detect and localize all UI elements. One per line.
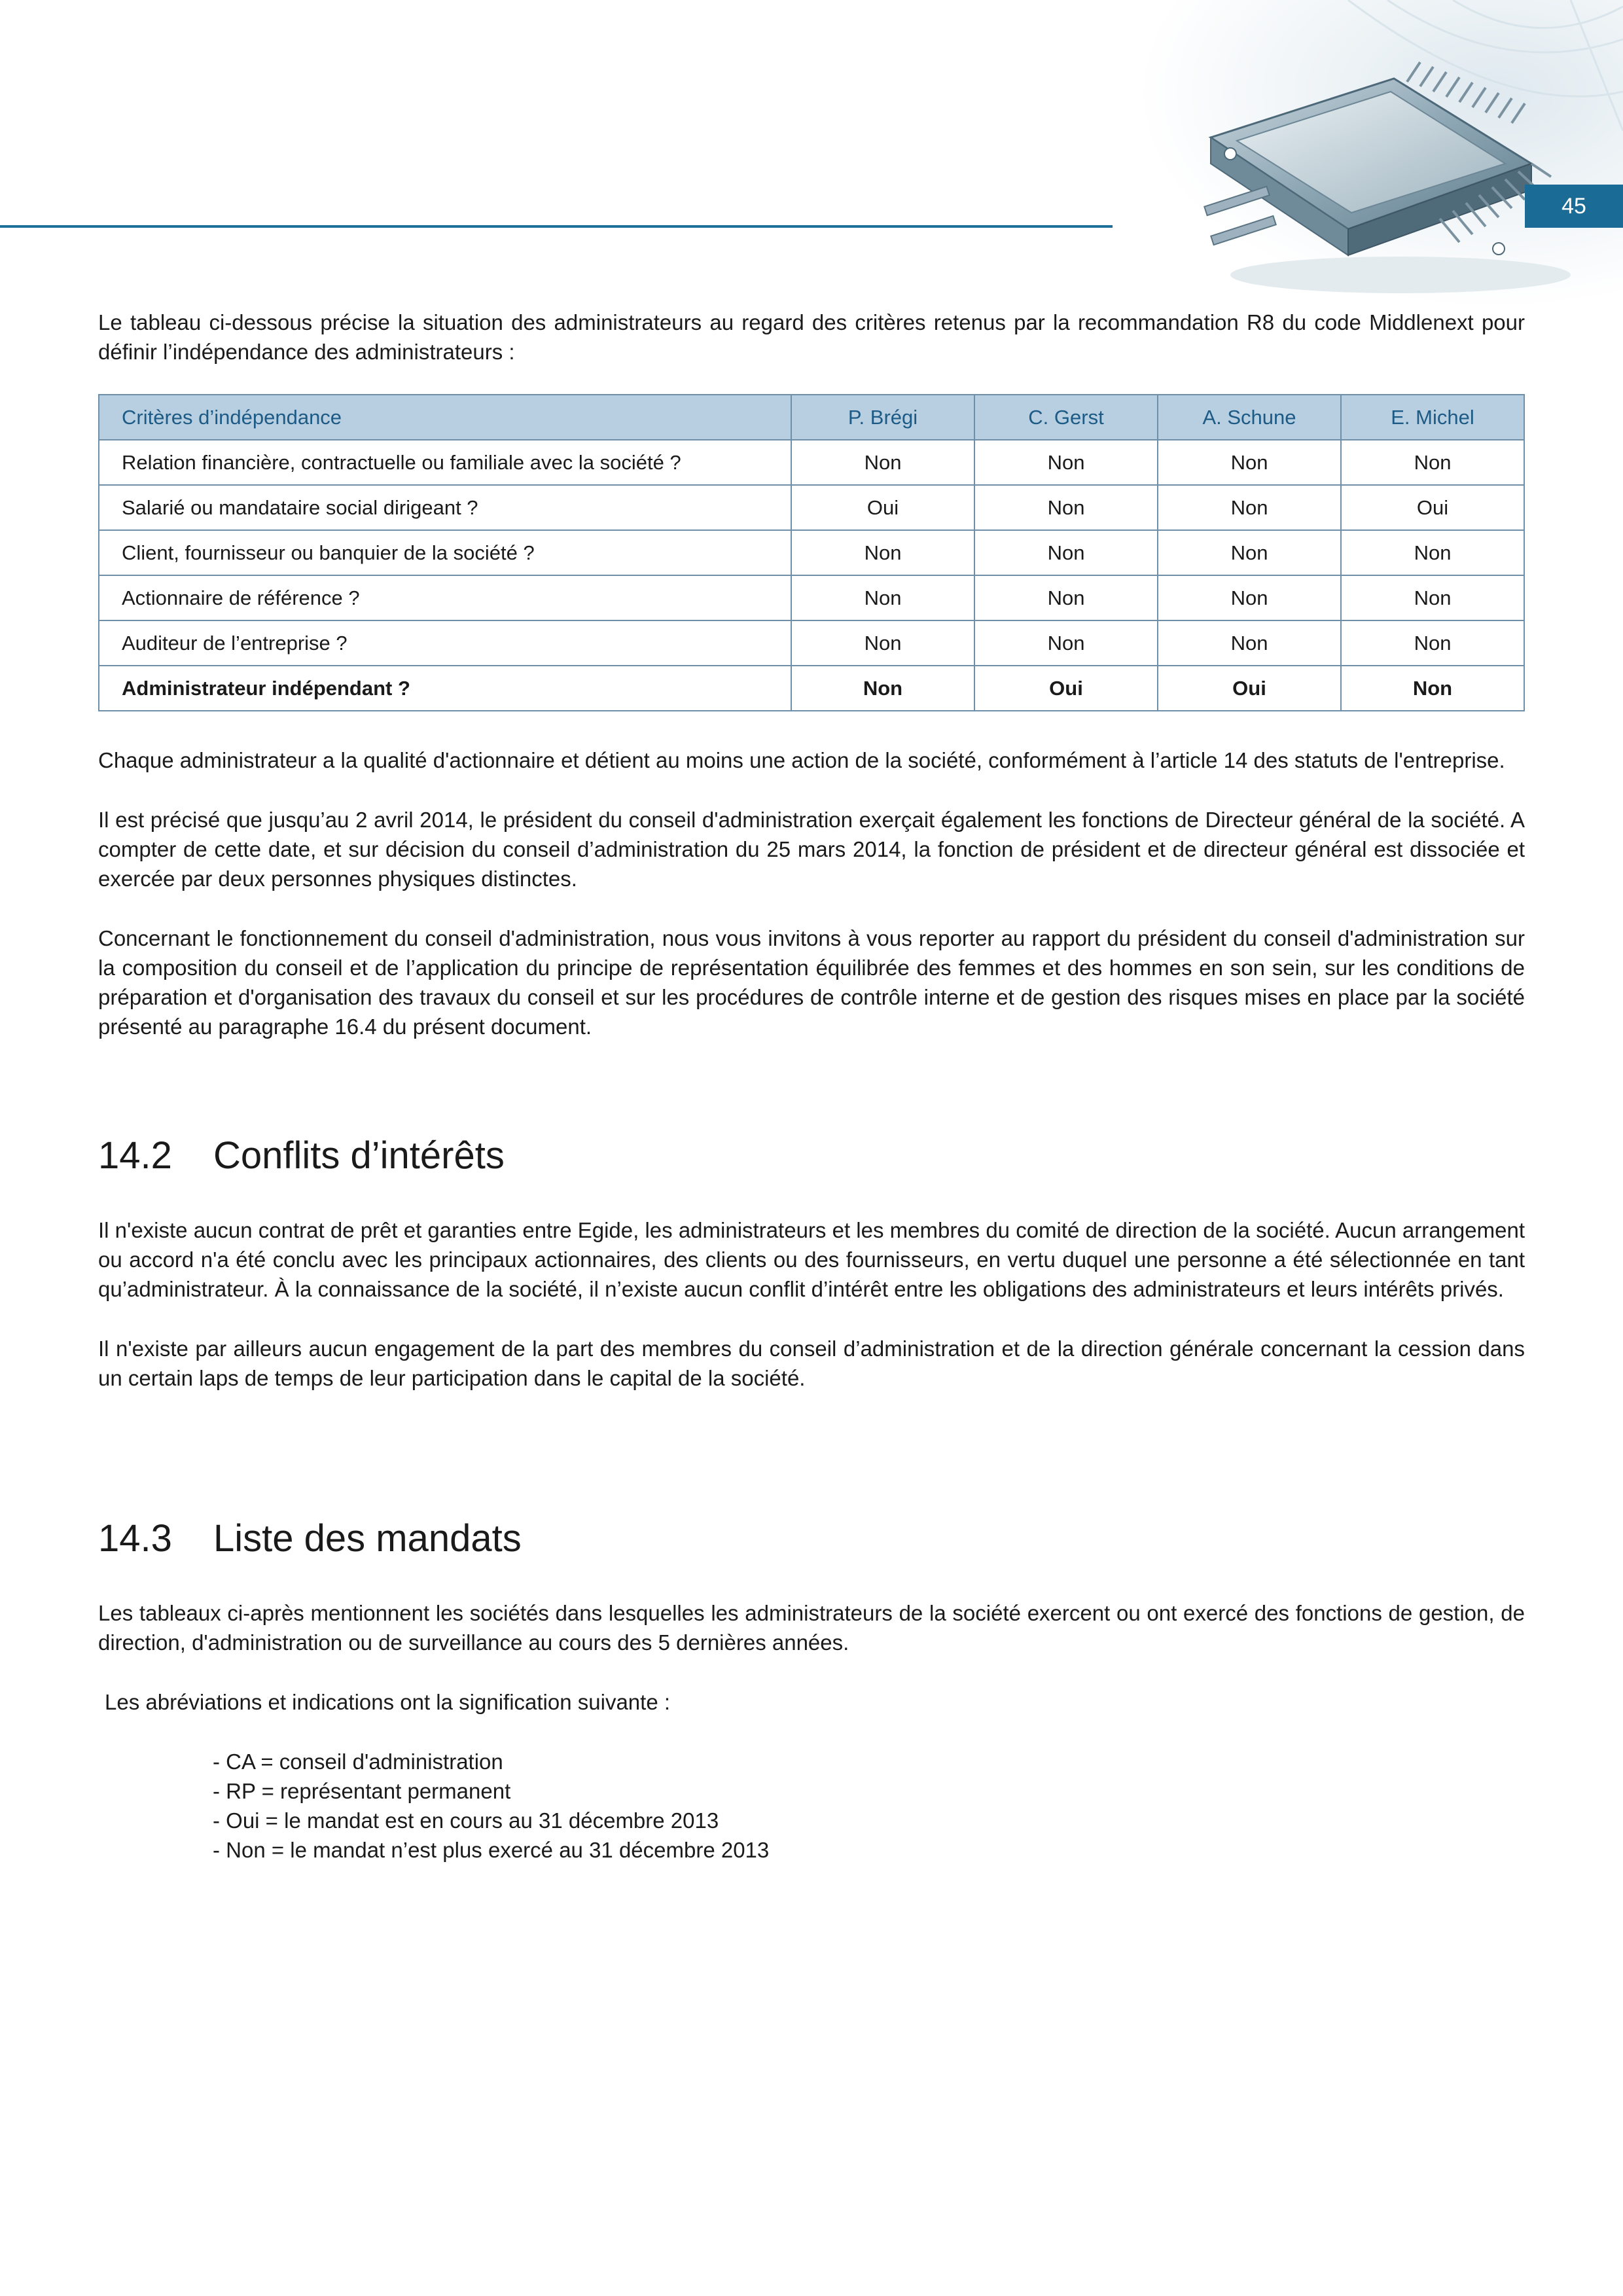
table-cell: Oui	[1341, 485, 1524, 530]
paragraph-conflits-2: Il n'existe par ailleurs aucun engagement de la part des membres du conseil d’administration et de la direction générale concernant la cession dans un certain laps de temps de leur participation dans le capital de la société.	[98, 1336, 1525, 1390]
table-cell: Non	[791, 575, 974, 620]
table-cell: Non	[1341, 440, 1524, 485]
table-cell: Non	[1341, 530, 1524, 575]
main-content	[98, 308, 1525, 1865]
header-package-image	[1113, 0, 1623, 308]
table-cell: Non	[1158, 530, 1341, 575]
table-cell: Oui	[974, 666, 1158, 711]
table-cell-criterion: Auditeur de l’entreprise ?	[99, 620, 791, 666]
table-header-gerst: C. Gerst	[974, 395, 1158, 440]
paragraph-conflits-1: Il n'existe aucun contrat de prêt et garanties entre Egide, les administrateurs et les membres du comité de direction de la société. Aucun arrangement ou accord n'a été conclu avec les principaux actionnaires, des clients ou des fournisseurs, en vertu duquel une personne a été sélectionnée en tant qu’administrateur. À la connaissance de la société, il n’existe aucun conflit d’intérêt entre les obligations des administrateurs et leurs intérêts privés.	[98, 1218, 1525, 1301]
list-item: - RP = représentant permanent	[213, 1779, 511, 1803]
table-cell: Non	[1341, 620, 1524, 666]
table-cell: Non	[791, 440, 974, 485]
table-cell: Non	[1341, 666, 1524, 711]
table-cell-criterion: Administrateur indépendant ?	[99, 666, 791, 711]
table-row	[99, 620, 1524, 666]
section-heading-14-3	[98, 1516, 1525, 1562]
table-cell: Non	[974, 620, 1158, 666]
table-cell-criterion: Relation financière, contractuelle ou familiale avec la société ?	[99, 440, 791, 485]
list-item: - Non = le mandat n’est plus exercé au 31 décembre 2013	[213, 1838, 770, 1862]
intro-paragraph: Le tableau ci-dessous précise la situation des administrateurs au regard des critères retenus par la recommandation R8 du code Middlenext pour définir l’indépendance des administrateurs :	[98, 310, 1525, 364]
table-cell: Non	[1341, 575, 1524, 620]
header-rule	[0, 225, 1113, 228]
table-cell: Non	[974, 575, 1158, 620]
section-title: Liste des mandats	[213, 1517, 522, 1560]
table-header-row	[99, 395, 1524, 440]
table-cell: Non	[1158, 485, 1341, 530]
paragraph-president: Il est précisé que jusqu’au 2 avril 2014, le président du conseil d'administration exerçait également les fonctions de Directeur général de la société. A compter de cette date, et sur décision du conseil d’administration du 25 mars 2014, la fonction de président et de directeur général est dissociée et exercée par deux personnes physiques distinctes.	[98, 808, 1525, 891]
table-header-bregi: P. Brégi	[791, 395, 974, 440]
table-cell: Non	[791, 666, 974, 711]
section-title: Conflits d’intérêts	[213, 1134, 505, 1177]
table-row-summary	[99, 666, 1524, 711]
section-number: 14.3	[98, 1517, 172, 1560]
table-cell: Oui	[1158, 666, 1341, 711]
table-row	[99, 575, 1524, 620]
list-item: - Oui = le mandat est en cours au 31 décembre 2013	[213, 1808, 719, 1833]
paragraph-abreviations: Les abréviations et indications ont la signification suivante :	[105, 1690, 671, 1714]
table-cell: Oui	[791, 485, 974, 530]
paragraph-fonctionnement: Concernant le fonctionnement du conseil d'administration, nous vous invitons à vous reporter au rapport du président du conseil d'administration sur la composition du conseil et de l’application du principe de représentation équilibrée des femmes et des hommes en son sein, sur les conditions de préparation et d'organisation des travaux du conseil et sur les procédures de contrôle interne et de gestion des risques mises en place par la société présenté au paragraphe 16.4 du présent document.	[98, 926, 1525, 1039]
table-row	[99, 440, 1524, 485]
table-cell: Non	[791, 620, 974, 666]
table-header-michel: E. Michel	[1341, 395, 1524, 440]
table-cell: Non	[1158, 620, 1341, 666]
paragraph-mandats: Les tableaux ci-après mentionnent les sociétés dans lesquelles les administrateurs de la société exercent ou ont exercé des fonctions de gestion, de direction, d'administration ou de surveillance au cours des 5 dernières années.	[98, 1601, 1525, 1655]
table-cell-criterion: Actionnaire de référence ?	[99, 575, 791, 620]
abbreviation-list	[98, 1747, 1525, 1865]
table-header-schune: A. Schune	[1158, 395, 1341, 440]
table-cell: Non	[974, 485, 1158, 530]
table-cell: Non	[791, 530, 974, 575]
table-cell: Non	[974, 530, 1158, 575]
section-number: 14.2	[98, 1134, 172, 1177]
page-number-badge: 45	[1525, 185, 1623, 228]
independence-table	[98, 394, 1525, 711]
table-cell: Non	[974, 440, 1158, 485]
table-row	[99, 485, 1524, 530]
table-cell: Non	[1158, 440, 1341, 485]
table-row	[99, 530, 1524, 575]
table-header-criteria: Critères d’indépendance	[99, 395, 791, 440]
section-heading-14-2	[98, 1133, 1525, 1179]
table-cell-criterion: Salarié ou mandataire social dirigeant ?	[99, 485, 791, 530]
paragraph-actionnaire: Chaque administrateur a la qualité d'actionnaire et détient au moins une action de la société, conformément à l’article 14 des statuts de l'entreprise.	[98, 748, 1505, 772]
table-cell-criterion: Client, fournisseur ou banquier de la société ?	[99, 530, 791, 575]
list-item: - CA = conseil d'administration	[213, 1749, 503, 1774]
table-cell: Non	[1158, 575, 1341, 620]
